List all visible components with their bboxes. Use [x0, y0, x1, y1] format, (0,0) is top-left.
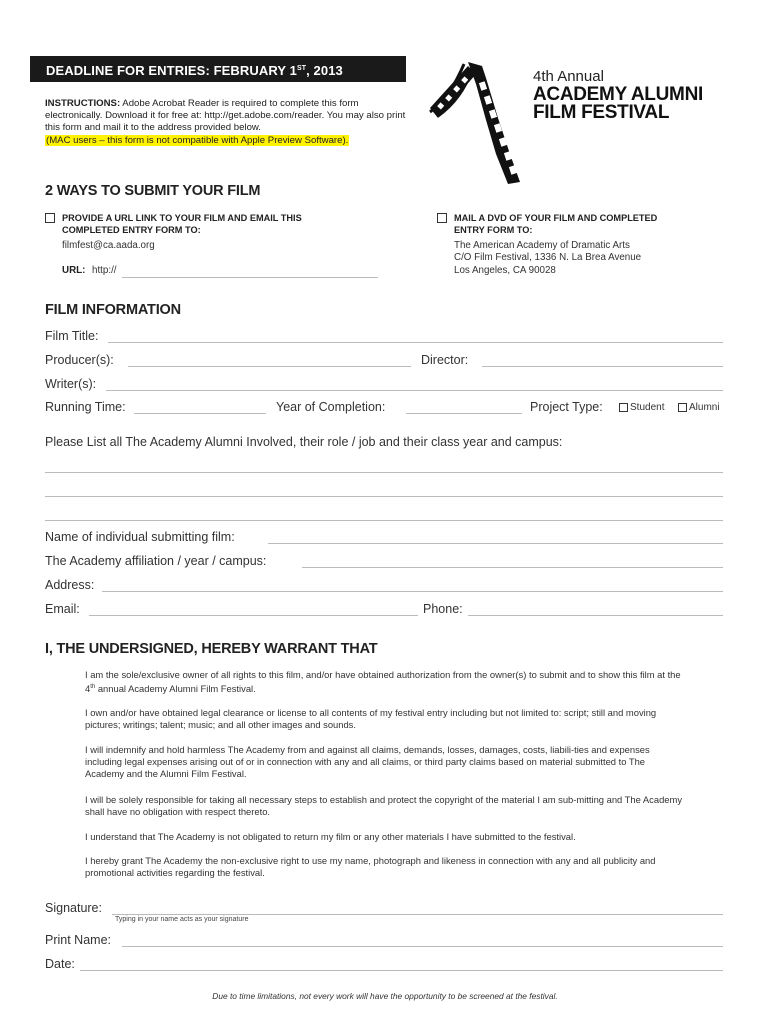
- mail-address: [454, 240, 641, 277]
- alumni-prompt: Please List all The Academy Alumni Involved, their role / job and their class year and campus:: [45, 435, 563, 449]
- print-name-input[interactable]: [122, 946, 723, 947]
- year-input[interactable]: [406, 413, 522, 414]
- phone-input[interactable]: [468, 615, 723, 616]
- warrant-p1-b: annual Academy Alumni Film Festival.: [95, 683, 256, 695]
- year-label: Year of Completion:: [276, 400, 386, 414]
- deadline-banner: [30, 56, 406, 82]
- address-input[interactable]: [102, 591, 723, 592]
- alumni-checkbox[interactable]: [678, 403, 687, 412]
- email-input[interactable]: [89, 615, 418, 616]
- writer-input[interactable]: [106, 390, 723, 391]
- warrant-p5: I understand that The Academy is not obligated to return my film or any other materials I have submitted to the festival.: [85, 831, 576, 842]
- submitter-label: Name of individual submitting film:: [45, 530, 235, 544]
- warrant-p1-a: I am the sole/exclusive owner of all rights to this film, and/or have obtained authorization from the owner(s) to submit and to show this film at the 4: [85, 669, 681, 695]
- warrant-p1: [85, 669, 685, 695]
- logo-annual: 4th Annual: [533, 68, 604, 85]
- date-label: Date:: [45, 957, 75, 971]
- option-url-line1: PROVIDE A URL LINK TO YOUR FILM AND EMAIL THIS: [62, 213, 302, 223]
- warrant-p3: I will indemnify and hold harmless The Academy from and against all claims, demands, losses, damages, costs, liabili-ties and expenses including legal expenses arising out of or in connection with any and all claims, or third party claims based on material submitted to The Academy and the Alumni Film Festival.: [85, 744, 650, 780]
- submit-email: filmfest@ca.aada.org: [62, 240, 155, 251]
- submit-heading: 2 WAYS TO SUBMIT YOUR FILM: [45, 183, 261, 199]
- deadline-year: , 2013: [306, 63, 343, 78]
- director-input[interactable]: [482, 366, 723, 367]
- phone-label: Phone:: [423, 602, 463, 616]
- address-line1: The American Academy of Dramatic Arts: [454, 240, 630, 251]
- logo-line2: FILM FESTIVAL: [533, 102, 670, 123]
- film-title-label: Film Title:: [45, 329, 99, 343]
- instructions-text: Adobe Acrobat Reader is required to complete this form electronically. Download it for free at: http://get.adobe.com/reader. You may also print this form and mail it to the address provided below.: [45, 98, 406, 134]
- affiliation-label: The Academy affiliation / year / campus:: [45, 554, 267, 568]
- project-type-label: Project Type:: [530, 400, 603, 414]
- producer-input[interactable]: [128, 366, 411, 367]
- url-value: http://: [92, 265, 117, 276]
- writer-label: Writer(s):: [45, 377, 97, 391]
- student-checkbox[interactable]: [619, 403, 628, 412]
- option-url-checkbox[interactable]: [45, 213, 55, 223]
- date-input[interactable]: [80, 970, 723, 971]
- alumni-line-2[interactable]: [45, 496, 723, 497]
- alumni-line-1[interactable]: [45, 472, 723, 473]
- film-strip-icon: [424, 58, 534, 188]
- warrant-p1-sup: th: [90, 684, 96, 691]
- producer-label: Producer(s):: [45, 353, 114, 367]
- film-heading: FILM INFORMATION: [45, 302, 181, 318]
- instructions: [45, 98, 415, 147]
- film-title-input[interactable]: [108, 342, 723, 343]
- print-name-label: Print Name:: [45, 933, 111, 947]
- url-label: URL:: [62, 265, 86, 276]
- address-line3: Los Angeles, CA 90028: [454, 264, 556, 276]
- mac-note: (MAC users – this form is not compatible with Apple Preview Software).: [46, 134, 349, 146]
- option-url-label: [62, 212, 302, 236]
- warrant-p4: I will be solely responsible for taking all necessary steps to establish and protect the copyright of the material I am sub-mitting and The Academy shall have no obligation with respect thereto.: [85, 794, 683, 818]
- instructions-label: INSTRUCTIONS:: [45, 98, 121, 109]
- deadline-text: DEADLINE FOR ENTRIES: FEBRUARY 1: [46, 63, 297, 78]
- option-url-line2: COMPLETED ENTRY FORM TO:: [62, 225, 201, 235]
- signature-hint: Typing in your name acts as your signature: [115, 916, 249, 923]
- logo-line1: ACADEMY ALUMNI: [533, 84, 703, 105]
- warrant-p2: I own and/or have obtained legal clearance or license to all contents of my festival entry including but not limited to: script; still and moving pictures; writings; talent; music; and all other images and sounds.: [85, 707, 657, 731]
- url-input[interactable]: [122, 277, 378, 278]
- warrant-heading: I, THE UNDERSIGNED, HEREBY WARRANT THAT: [45, 641, 378, 657]
- signature-input[interactable]: [112, 914, 723, 915]
- alumni-line-3[interactable]: [45, 520, 723, 521]
- option-dvd-line2: ENTRY FORM TO:: [454, 225, 533, 235]
- affiliation-input[interactable]: [302, 567, 723, 568]
- option-dvd-line1: MAIL A DVD OF YOUR FILM AND COMPLETED: [454, 213, 658, 223]
- director-label: Director:: [421, 353, 469, 367]
- email-label: Email:: [45, 602, 80, 616]
- running-time-label: Running Time:: [45, 400, 126, 414]
- student-label: Student: [630, 402, 665, 413]
- warrant-p6: I hereby grant The Academy the non-exclusive right to use my name, photograph and likeness in connection with any and all publicity and promotional activities regarding the festival.: [85, 855, 656, 879]
- address-line2: C/O Film Festival, 1336 N. La Brea Avenue: [454, 252, 642, 264]
- option-dvd-label: [454, 212, 657, 236]
- signature-label: Signature:: [45, 901, 102, 915]
- address-label: Address:: [45, 578, 95, 592]
- running-time-input[interactable]: [134, 413, 266, 414]
- option-dvd-checkbox[interactable]: [437, 213, 447, 223]
- alumni-label: Alumni: [689, 402, 720, 413]
- deadline-sup: ST: [296, 65, 307, 72]
- submitter-input[interactable]: [268, 543, 723, 544]
- logo-title: [533, 86, 703, 122]
- footer-note: Due to time limitations, not every work will have the opportunity to be screened at the festival.: [212, 991, 558, 1001]
